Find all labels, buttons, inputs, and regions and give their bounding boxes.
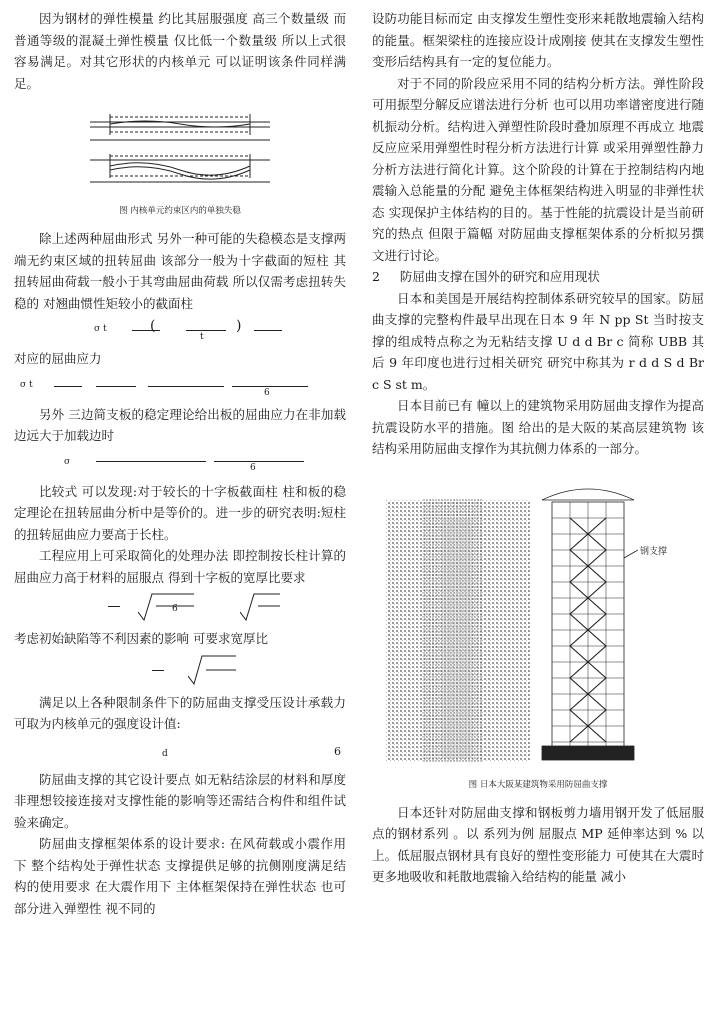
paragraph: 满足以上各种限制条件下的防屈曲支撑受压设计承载力 可取为内核单元的强度设计值: <box>14 694 346 731</box>
eq-number: 6 <box>250 462 256 473</box>
section-title: 防屈曲支撑在国外的研究和应用现状 <box>399 269 600 284</box>
paragraph: 考虑初始缺陷等不利因素的影响 可要求宽厚比 <box>14 631 268 646</box>
paragraph: 除上述两种屈曲形式 另外一种可能的失稳模态是支撑两端无约束区域的扭转屈曲 该部分一般为十字截面的短柱 其扭转屈曲荷载一般小于其弯曲屈曲荷载 所以仅需考虑扭转失稳的 对翘曲惯性矩较小的截面柱 <box>14 231 346 311</box>
eq-number: 6 <box>172 604 178 614</box>
paragraph: 防屈曲支撑框架体系的设计要求: 在风荷载或小震作用下 整个结构处于弹性状态 支撑提供足够的抗侧刚度满足结构的使用要求 在大震作用下 主体框架保持在弹性状态 也可部分进入弹塑性 视不同的 <box>14 836 346 916</box>
paragraph: 日本还针对防屈曲支撑和钢板剪力墙用钢开发了低屈服点的钢材系列 。以 系列为例 屈服点 MP 延伸率达到 % 以上。低屈服点钢材具有良好的塑性变形能力 可使其在大震时更多地吸收和耗散地震输入给结构的能量 减小 <box>372 804 704 884</box>
left-column <box>14 8 346 919</box>
paragraph: 另外 三边简支板的稳定理论给出板的屈曲应力在非加载边远大于加载边时 <box>14 406 346 443</box>
eq-symbol: σ <box>64 456 71 467</box>
steel-brace-label: 钢支撑 <box>640 546 668 557</box>
equation <box>14 588 346 628</box>
section-number: 2 <box>372 269 380 284</box>
eq-number: 6 <box>264 387 270 398</box>
paragraph: 设防功能目标而定 由支撑发生塑性变形来耗散地震输入结构的能量。框架梁柱的连接应设计成刚接 使其在支撑发生塑性变形后结构具有一定的复位能力。 <box>372 11 704 69</box>
equation <box>14 447 346 481</box>
figure-osaka-building <box>372 478 704 772</box>
right-column <box>372 8 704 888</box>
eq-number: 6 <box>334 744 341 758</box>
paragraph: 日本目前已有 幢以上的建筑物采用防屈曲支撑作为提高抗震设防水平的措施。图 给出的是大阪的某高层建筑物 该结构采用防屈曲支撑作为其抗侧力体系的一部分。 <box>372 398 704 456</box>
building-photo-and-elevation <box>372 478 704 768</box>
figure-caption: 图 日本大阪某建筑物采用防屈曲支撑 <box>468 779 608 790</box>
paragraph: 日本和美国是开展结构控制体系研究较早的国家。防屈曲支撑的完整构件最早出现在日本 9 年 N pp St 当时按支撑的组成特点称之为无粘结支撑 U d d Br c 简称 UBB 其后 9 年印度也进行过相关研究 研究中称其为 r d d S d Br c S st m。 <box>372 290 704 392</box>
paragraph: 防屈曲支撑的其它设计要点 如无粘结涂层的材料和厚度 非理想铰接连接对支撑性能的影响等还需结合构件和组件试验来确定。 <box>14 771 346 830</box>
section-heading <box>372 266 704 288</box>
eq-fraction: t <box>200 332 204 342</box>
equation: σ t ( t ) <box>14 314 346 348</box>
paragraph: 因为钢材的弹性模量 约比其屈服强度 高三个数量级 而普通等级的混凝土弹性模量 仅比低一个数量级 所以上式很容易满足。对其它形状的内核单元 可以证明该条件同样满足。 <box>14 11 346 91</box>
paragraph: 对应的屈曲应力 <box>14 351 102 366</box>
equation <box>14 650 346 692</box>
equation <box>14 370 346 404</box>
paragraph: 工程应用上可采取简化的处理办法 即控制按长柱计算的屈曲应力高于材料的屈服点 得到十字板的宽厚比要求 <box>14 548 346 585</box>
paragraph: 对于不同的阶段应采用不同的结构分析方法。弹性阶段可用振型分解反应谱法进行分析 也可以用功率谱密度进行随机振动分析。结构进入弹塑性阶段时叠加原理不再成立 地震反应应采用弹塑性时程分析方法进行计算 或采用弹塑性静力分析方法进行简化计算。这个阶段的计算在于控制结构内地震输入总能量的分配 避免主体框架结构进入明显的非弹性状态 实现保护主体结构的目的。基于性能的抗震设计是当前研究的热点 但限于篇幅 对防屈曲支撑框架体系的分析拟另撰文进行讨论。 <box>372 75 704 263</box>
building-elevation <box>542 489 638 760</box>
eq-symbol: σ t <box>20 379 33 390</box>
eq-symbol: d <box>162 748 168 759</box>
paragraph: 比较式 可以发现:对于较长的十字板截面柱 柱和板的稳定理论在扭转屈曲分析中是等价的。进一步的研究表明:短柱的扭转屈曲应力要高于长柱。 <box>14 483 346 542</box>
eq-symbol: σ t <box>94 324 107 334</box>
core-buckling-diagram <box>90 100 270 194</box>
equation <box>14 735 346 769</box>
figure-core-buckling <box>14 100 346 198</box>
figure-caption: 图 内核单元约束区内的单独失稳 <box>119 206 241 216</box>
